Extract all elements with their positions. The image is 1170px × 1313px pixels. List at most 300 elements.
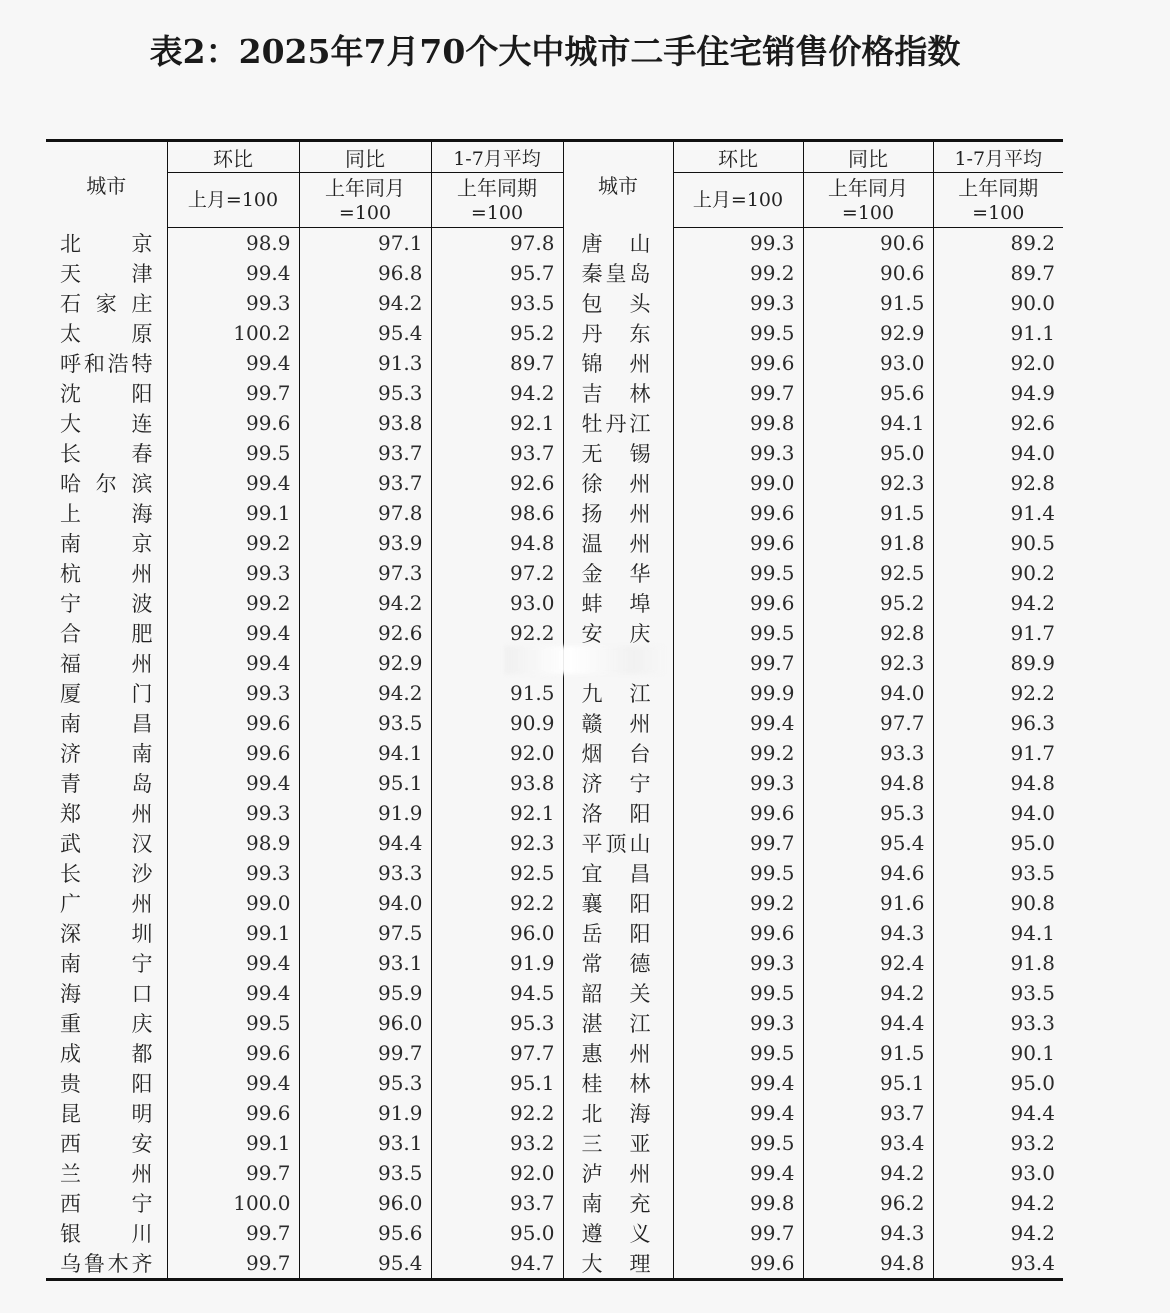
table-row (46, 828, 1063, 858)
mom-value: 100.0 (167, 1188, 299, 1218)
yoy-value: 94.2 (299, 588, 431, 618)
mom-value-right: 99.5 (673, 318, 803, 348)
yoy-value-right: 94.2 (803, 978, 933, 1008)
mom-value-right: 99.6 (673, 528, 803, 558)
yoy-value-right: 92.3 (803, 468, 933, 498)
city-name: 兰州 (46, 1158, 167, 1188)
redaction-overlay (505, 646, 665, 674)
mom-header: 环比 (167, 141, 299, 173)
table-row (46, 588, 1063, 618)
avg-value-right: 93.2 (1010, 1130, 1055, 1155)
city-name: 哈尔滨 (46, 468, 167, 498)
mom-value-right: 99.4 (673, 1098, 803, 1128)
table-row (46, 318, 1063, 348)
city-name-right: 惠州 (563, 1038, 673, 1068)
table-row (46, 1158, 1063, 1188)
city-name-right: 烟台 (563, 738, 673, 768)
city-name-right: 九江 (563, 678, 673, 708)
mom-value: 99.6 (167, 738, 299, 768)
table-row (46, 258, 1063, 288)
mom-value-right: 99.7 (673, 378, 803, 408)
mom-header-right: 环比 (673, 141, 803, 173)
table-row (46, 858, 1063, 888)
yoy-value-right: 92.3 (803, 648, 933, 678)
avg-value: 92.0 (431, 1158, 563, 1188)
yoy-value-right: 94.6 (803, 858, 933, 888)
avg-value-right: 89.9 (1010, 650, 1055, 675)
avg-value: 92.5 (431, 858, 563, 888)
avg-value-right: 94.1 (1010, 920, 1055, 945)
avg-value: 95.3 (431, 1008, 563, 1038)
avg-value: 96.0 (431, 918, 563, 948)
city-name-right: 北海 (563, 1098, 673, 1128)
city-header: 城市 (46, 141, 167, 228)
mom-value: 99.7 (167, 1218, 299, 1248)
avg-value: 92.1 (431, 798, 563, 828)
mom-value: 99.4 (167, 768, 299, 798)
yoy-value-right: 91.5 (803, 288, 933, 318)
yoy-value: 94.1 (299, 738, 431, 768)
avg-value-right: 94.4 (1010, 1100, 1055, 1125)
city-name: 太原 (46, 318, 167, 348)
mom-value-right: 99.8 (673, 1188, 803, 1218)
avg-value-right: 93.4 (933, 1248, 1063, 1280)
avg-value-right: 91.7 (1010, 620, 1055, 645)
avg-value-right: 90.5 (1010, 530, 1055, 555)
mom-value-right: 99.6 (673, 588, 803, 618)
city-name-right: 平顶山 (563, 828, 673, 858)
avg-value: 93.7 (431, 1188, 563, 1218)
mom-value: 99.3 (167, 678, 299, 708)
yoy-value: 93.7 (299, 438, 431, 468)
mom-value: 99.2 (167, 528, 299, 558)
yoy-value: 94.2 (299, 288, 431, 318)
avg-value: 93.7 (431, 438, 563, 468)
avg-value-right: 89.2 (1010, 230, 1055, 255)
yoy-base-header-right (803, 173, 933, 228)
yoy-value: 99.7 (299, 1038, 431, 1068)
city-name: 贵阳 (46, 1068, 167, 1098)
city-name: 长沙 (46, 858, 167, 888)
avg-value: 92.2 (431, 888, 563, 918)
avg-base-line1: 上年同期 (457, 175, 537, 200)
city-name-right: 三亚 (563, 1128, 673, 1158)
city-name: 广州 (46, 888, 167, 918)
city-name-right: 洛阳 (563, 798, 673, 828)
yoy-header-right: 同比 (803, 141, 933, 173)
city-name: 深圳 (46, 918, 167, 948)
city-name: 西宁 (46, 1188, 167, 1218)
yoy-value: 94.4 (299, 828, 431, 858)
yoy-value-right: 90.6 (803, 228, 933, 258)
yoy-value: 97.8 (299, 498, 431, 528)
mom-value-right: 99.5 (673, 618, 803, 648)
city-name: 天津 (46, 258, 167, 288)
table-row (46, 1068, 1063, 1098)
table-row (46, 528, 1063, 558)
avg-value-right: 94.8 (1010, 770, 1055, 795)
avg-value-right: 95.0 (1010, 830, 1055, 855)
yoy-value: 93.3 (299, 858, 431, 888)
yoy-value-right: 94.3 (803, 1218, 933, 1248)
mom-value-right: 99.3 (673, 948, 803, 978)
table-row (46, 1038, 1063, 1068)
mom-value: 99.4 (167, 468, 299, 498)
avg-value-right: 92.6 (1010, 410, 1055, 435)
yoy-value-right: 95.3 (803, 798, 933, 828)
avg-value: 98.6 (431, 498, 563, 528)
avg-value: 93.5 (431, 288, 563, 318)
yoy-value: 97.5 (299, 918, 431, 948)
yoy-value: 94.0 (299, 888, 431, 918)
avg-value-right: 94.2 (1010, 1190, 1055, 1215)
yoy-value: 93.1 (299, 948, 431, 978)
mom-value: 100.2 (167, 318, 299, 348)
avg-value: 91.9 (431, 948, 563, 978)
avg-value-right: 91.8 (1010, 950, 1055, 975)
avg-value: 93.2 (431, 1128, 563, 1158)
table-row (46, 1188, 1063, 1218)
yoy-value-right: 94.2 (803, 1158, 933, 1188)
city-name: 合肥 (46, 618, 167, 648)
mom-value: 99.6 (167, 408, 299, 438)
yoy-value-right: 92.8 (803, 618, 933, 648)
city-name: 南京 (46, 528, 167, 558)
avg-value-right: 94.9 (1010, 380, 1055, 405)
mom-value-right: 99.4 (673, 708, 803, 738)
table-row (46, 378, 1063, 408)
avg-value-right: 92.8 (1010, 470, 1055, 495)
avg-value: 92.2 (431, 618, 563, 648)
avg-value-right: 90.0 (1010, 290, 1055, 315)
mom-value-right: 99.7 (673, 828, 803, 858)
table-row (46, 438, 1063, 468)
city-name: 石家庄 (46, 288, 167, 318)
mom-value: 99.4 (167, 1068, 299, 1098)
avg-value-right: 90.1 (1010, 1040, 1055, 1065)
yoy-value-right: 94.1 (803, 408, 933, 438)
city-name-right: 济宁 (563, 768, 673, 798)
mom-value-right: 99.9 (673, 678, 803, 708)
yoy-value-right: 94.8 (803, 1248, 933, 1280)
table-header (46, 141, 1063, 228)
table-row (46, 618, 1063, 648)
yoy-value-right: 94.0 (803, 678, 933, 708)
avg-value: 92.2 (431, 1098, 563, 1128)
table-row (46, 738, 1063, 768)
city-name-right: 大理 (563, 1248, 673, 1280)
avg-base-line1-right: 上年同期 (958, 175, 1039, 200)
table-row (46, 978, 1063, 1008)
mom-value-right: 99.0 (673, 468, 803, 498)
avg-value-right: 91.1 (1010, 320, 1055, 345)
yoy-value-right: 94.4 (803, 1008, 933, 1038)
yoy-value-right: 93.4 (803, 1128, 933, 1158)
avg-value: 97.8 (431, 228, 563, 258)
table-row (46, 558, 1063, 588)
yoy-value: 95.6 (299, 1218, 431, 1248)
avg-value-right: 89.7 (1010, 260, 1055, 285)
city-name: 昆明 (46, 1098, 167, 1128)
city-name: 上海 (46, 498, 167, 528)
mom-value-right: 99.8 (673, 408, 803, 438)
yoy-base-header (299, 173, 431, 228)
city-name-right: 徐州 (563, 468, 673, 498)
mom-value-right: 99.5 (673, 1038, 803, 1068)
mom-value: 98.9 (167, 828, 299, 858)
mom-value-right: 99.2 (673, 258, 803, 288)
yoy-value-right: 95.1 (803, 1068, 933, 1098)
avg-value-right: 94.0 (1010, 800, 1055, 825)
yoy-value: 97.1 (299, 228, 431, 258)
yoy-value-right: 97.7 (803, 708, 933, 738)
mom-value: 99.1 (167, 498, 299, 528)
yoy-value: 95.3 (299, 1068, 431, 1098)
yoy-value-right: 95.6 (803, 378, 933, 408)
city-name: 青岛 (46, 768, 167, 798)
avg-base-line2: =100 (470, 201, 524, 224)
yoy-value: 93.5 (299, 708, 431, 738)
avg-value: 93.8 (431, 768, 563, 798)
mom-value: 99.6 (167, 708, 299, 738)
table-row (46, 678, 1063, 708)
avg-value: 94.7 (431, 1248, 563, 1280)
avg-value-right: 95.0 (1010, 1070, 1055, 1095)
mom-value-right: 99.3 (673, 1008, 803, 1038)
table-row (46, 1008, 1063, 1038)
avg-value: 95.7 (431, 258, 563, 288)
mom-value-right: 99.2 (673, 888, 803, 918)
yoy-value: 94.2 (299, 678, 431, 708)
yoy-value: 92.6 (299, 618, 431, 648)
yoy-value-right: 91.5 (803, 1038, 933, 1068)
city-name: 宁波 (46, 588, 167, 618)
mom-value: 99.4 (167, 348, 299, 378)
city-name: 沈阳 (46, 378, 167, 408)
table-row (46, 708, 1063, 738)
avg-value-right: 92.0 (1010, 350, 1055, 375)
city-name: 福州 (46, 648, 167, 678)
mom-value-right: 99.4 (673, 1158, 803, 1188)
mom-value: 99.4 (167, 618, 299, 648)
mom-value-right: 99.7 (673, 1218, 803, 1248)
mom-value: 99.3 (167, 798, 299, 828)
mom-value-right: 99.6 (673, 798, 803, 828)
yoy-value-right: 90.6 (803, 258, 933, 288)
avg-header: 1-7月平均 (431, 141, 563, 173)
avg-value: 92.3 (431, 828, 563, 858)
city-name: 郑州 (46, 798, 167, 828)
avg-value-right: 93.5 (1010, 860, 1055, 885)
avg-value: 93.0 (431, 588, 563, 618)
mom-value: 99.3 (167, 858, 299, 888)
avg-value-right: 91.7 (1010, 740, 1055, 765)
city-name-right: 丹东 (563, 318, 673, 348)
mom-value: 99.7 (167, 378, 299, 408)
city-name-right: 南充 (563, 1188, 673, 1218)
avg-value-right: 94.2 (1010, 1220, 1055, 1245)
city-name: 银川 (46, 1218, 167, 1248)
mom-value: 99.3 (167, 288, 299, 318)
city-name-right: 无锡 (563, 438, 673, 468)
yoy-value: 96.8 (299, 258, 431, 288)
city-name-right: 包头 (563, 288, 673, 318)
yoy-value: 91.9 (299, 798, 431, 828)
yoy-value: 95.1 (299, 768, 431, 798)
city-name: 大连 (46, 408, 167, 438)
avg-value: 94.5 (431, 978, 563, 1008)
avg-value-right: 94.0 (1010, 440, 1055, 465)
avg-value-right: 96.3 (1010, 710, 1055, 735)
mom-value: 99.1 (167, 1128, 299, 1158)
avg-value: 97.2 (431, 558, 563, 588)
avg-value: 94.2 (431, 378, 563, 408)
mom-value-right: 99.6 (673, 348, 803, 378)
city-name-right: 泸州 (563, 1158, 673, 1188)
city-name-right: 遵义 (563, 1218, 673, 1248)
avg-value-right: 91.4 (1010, 500, 1055, 525)
mom-value-right: 99.3 (673, 288, 803, 318)
avg-base-line2-right: =100 (972, 201, 1025, 224)
table-body (46, 228, 1063, 1280)
yoy-value-right: 94.8 (803, 768, 933, 798)
mom-value-right: 99.4 (673, 1068, 803, 1098)
city-name-right: 蚌埠 (563, 588, 673, 618)
yoy-value: 95.4 (299, 1248, 431, 1280)
table-row (46, 768, 1063, 798)
city-name-right: 常德 (563, 948, 673, 978)
yoy-value-right: 95.4 (803, 828, 933, 858)
yoy-value-right: 93.7 (803, 1098, 933, 1128)
mom-value-right: 99.2 (673, 738, 803, 768)
avg-value: 95.2 (431, 318, 563, 348)
city-name-right: 韶关 (563, 978, 673, 1008)
table-row (46, 1098, 1063, 1128)
mom-value-right: 99.3 (673, 438, 803, 468)
city-name: 杭州 (46, 558, 167, 588)
mom-value: 99.1 (167, 918, 299, 948)
yoy-header: 同比 (299, 141, 431, 173)
table-row (46, 888, 1063, 918)
yoy-value-right: 96.2 (803, 1188, 933, 1218)
yoy-value-right: 93.0 (803, 348, 933, 378)
avg-value-right: 93.0 (1010, 1160, 1055, 1185)
avg-value-right: 93.3 (1010, 1010, 1055, 1035)
yoy-base-line1-right: 上年同月 (828, 175, 908, 200)
city-name: 厦门 (46, 678, 167, 708)
mom-value: 99.6 (167, 1098, 299, 1128)
mom-value-right: 99.3 (673, 228, 803, 258)
avg-value: 92.6 (431, 468, 563, 498)
yoy-value: 96.0 (299, 1008, 431, 1038)
avg-value: 94.8 (431, 528, 563, 558)
yoy-value: 96.0 (299, 1188, 431, 1218)
table-row (46, 918, 1063, 948)
city-name-right: 安庆 (563, 618, 673, 648)
city-name-right: 岳阳 (563, 918, 673, 948)
table-row (46, 798, 1063, 828)
mom-base-header: 上月=100 (167, 173, 299, 228)
mom-value-right: 99.5 (673, 1128, 803, 1158)
price-index-table (46, 139, 1063, 1281)
mom-value: 99.2 (167, 588, 299, 618)
mom-value-right: 99.5 (673, 558, 803, 588)
city-name: 呼和浩特 (46, 348, 167, 378)
city-name-right: 桂林 (563, 1068, 673, 1098)
mom-value: 99.6 (167, 1038, 299, 1068)
city-name: 西安 (46, 1128, 167, 1158)
avg-value: 91.5 (431, 678, 563, 708)
yoy-value-right: 95.2 (803, 588, 933, 618)
avg-value: 89.7 (431, 348, 563, 378)
yoy-value-right: 92.5 (803, 558, 933, 588)
mom-value-right: 99.6 (673, 918, 803, 948)
yoy-value: 95.9 (299, 978, 431, 1008)
page-title: 表2：2025年7月70个大中城市二手住宅销售价格指数 (149, 32, 961, 71)
city-name: 南昌 (46, 708, 167, 738)
yoy-value-right: 92.4 (803, 948, 933, 978)
mom-value: 99.4 (167, 948, 299, 978)
table-row (46, 498, 1063, 528)
table-row (46, 1218, 1063, 1248)
city-name: 乌鲁木齐 (46, 1248, 167, 1280)
yoy-value: 93.7 (299, 468, 431, 498)
yoy-value: 93.5 (299, 1158, 431, 1188)
mom-value: 99.5 (167, 1008, 299, 1038)
city-name-right: 湛江 (563, 1008, 673, 1038)
mom-value: 99.4 (167, 258, 299, 288)
city-name-right: 牡丹江 (563, 408, 673, 438)
city-name: 海口 (46, 978, 167, 1008)
mom-value: 99.0 (167, 888, 299, 918)
avg-value-right: 90.2 (1010, 560, 1055, 585)
yoy-base-line1: 上年同月 (325, 175, 405, 200)
city-name-right: 温州 (563, 528, 673, 558)
yoy-value-right: 94.3 (803, 918, 933, 948)
mom-value-right: 99.7 (673, 648, 803, 678)
table-row (46, 468, 1063, 498)
avg-value-right: 90.8 (1010, 890, 1055, 915)
city-name-right: 赣州 (563, 708, 673, 738)
city-name: 成都 (46, 1038, 167, 1068)
yoy-value-right: 91.6 (803, 888, 933, 918)
yoy-value: 95.4 (299, 318, 431, 348)
table-row (46, 948, 1063, 978)
avg-value-right: 93.5 (1010, 980, 1055, 1005)
mom-value: 98.9 (167, 228, 299, 258)
avg-value: 92.0 (431, 738, 563, 768)
table-row (46, 1128, 1063, 1158)
avg-value-right: 94.2 (1010, 590, 1055, 615)
mom-value-right: 99.6 (673, 498, 803, 528)
city-name-right: 金华 (563, 558, 673, 588)
avg-base-header-right (933, 173, 1063, 228)
mom-value: 99.3 (167, 558, 299, 588)
yoy-value-right: 91.8 (803, 528, 933, 558)
mom-base-header-right: 上月=100 (673, 173, 803, 228)
city-name-right: 宜昌 (563, 858, 673, 888)
avg-value: 90.9 (431, 708, 563, 738)
city-name: 重庆 (46, 1008, 167, 1038)
city-name: 北京 (46, 228, 167, 258)
mom-value: 99.4 (167, 648, 299, 678)
yoy-value-right: 91.5 (803, 498, 933, 528)
yoy-value: 93.8 (299, 408, 431, 438)
mom-value-right: 99.5 (673, 858, 803, 888)
table-row (46, 288, 1063, 318)
yoy-value-right: 93.3 (803, 738, 933, 768)
yoy-value: 95.3 (299, 378, 431, 408)
